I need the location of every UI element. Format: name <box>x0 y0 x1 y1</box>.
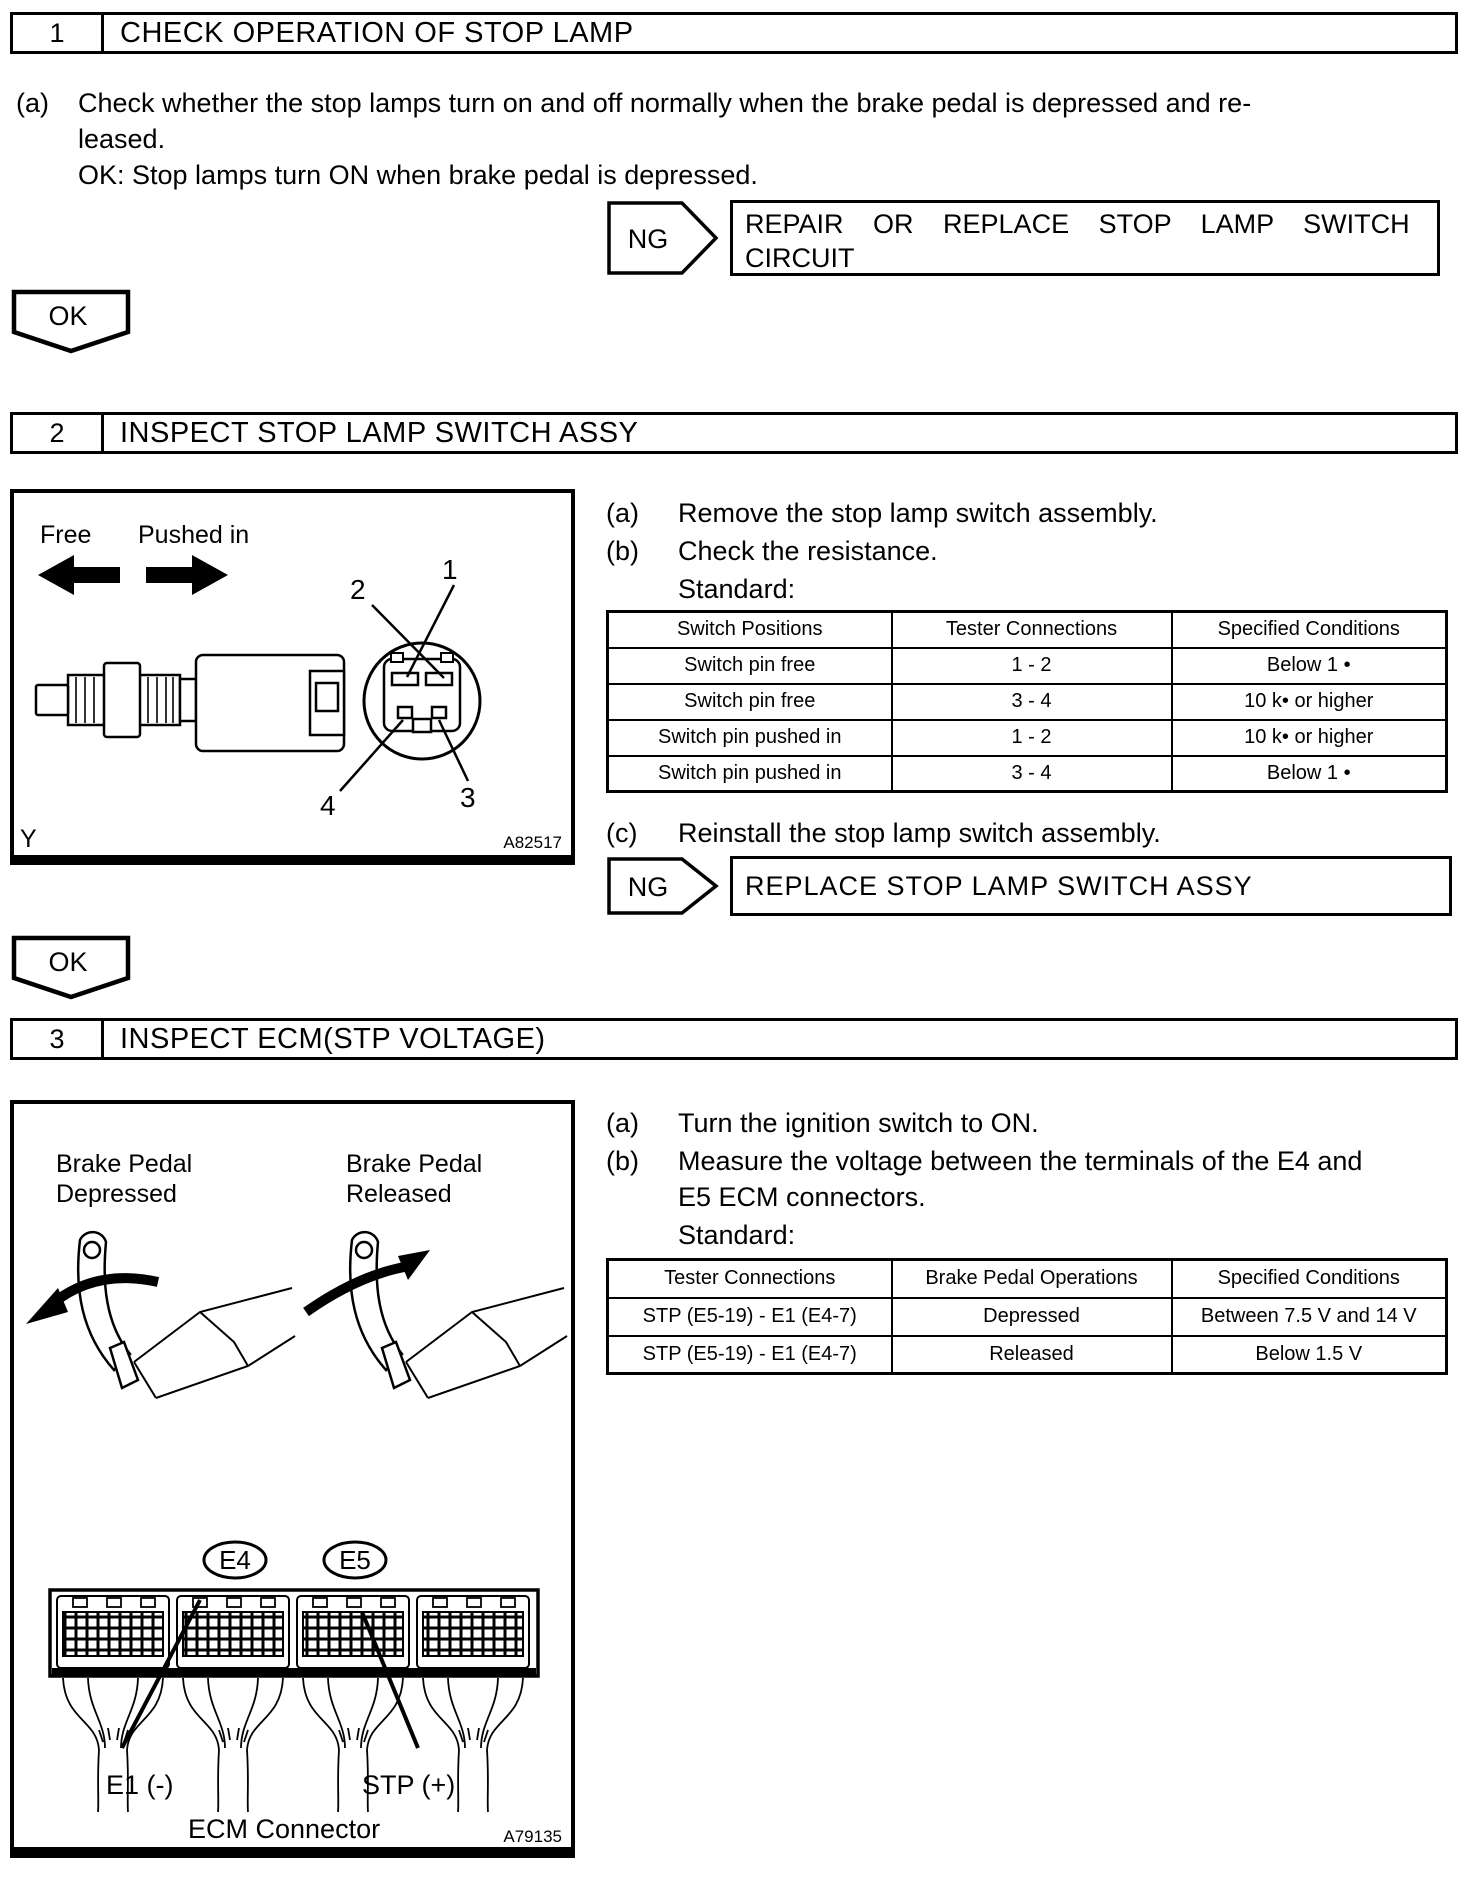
table-cell: Below 1 • <box>1172 756 1447 792</box>
step3-item-b-marker: (b) <box>606 1146 639 1176</box>
stp-terminal-label: STP (+) <box>362 1770 456 1800</box>
step1-ng-result-line2: CIRCUIT <box>745 243 855 273</box>
step3-item-a-marker: (a) <box>606 1108 639 1138</box>
step3-title: INSPECT ECM(STP VOLTAGE) <box>120 1022 546 1055</box>
table-cell: Switch pin pushed in <box>608 720 892 756</box>
step3-item-b-line2: E5 ECM connectors. <box>678 1182 926 1212</box>
step1-ng-result-box <box>730 200 1440 276</box>
free-label: Free <box>40 521 92 549</box>
table-cell: Depressed <box>892 1298 1172 1336</box>
table-row <box>608 756 1447 792</box>
table-cell: 1 - 2 <box>892 648 1172 684</box>
pin2-label: 2 <box>350 574 366 605</box>
table-header-cell: Switch Positions <box>608 612 892 648</box>
table-cell: 3 - 4 <box>892 756 1172 792</box>
step1-item-a-marker: (a) <box>16 88 49 118</box>
brake-pedal-depressed-label-2: Depressed <box>56 1180 177 1208</box>
table-cell: Between 7.5 V and 14 V <box>1172 1298 1447 1336</box>
pin-slot-3 <box>432 707 446 718</box>
table-cell: STP (E5-19) - E1 (E4-7) <box>608 1336 892 1374</box>
ok-label: OK <box>48 301 88 331</box>
table-header-cell: Tester Connections <box>608 1260 892 1298</box>
step2-header <box>10 412 1458 454</box>
brake-pedal-released-label-2: Released <box>346 1180 452 1208</box>
step3-standard-label: Standard: <box>678 1220 796 1250</box>
ok-label: OK <box>48 947 88 977</box>
table-cell: Switch pin free <box>608 648 892 684</box>
step1-title: CHECK OPERATION OF STOP LAMP <box>120 16 634 49</box>
step2-item-c-text: Reinstall the stop lamp switch assembly. <box>678 818 1161 848</box>
ok-banner-step1 <box>10 288 132 356</box>
ng-label: NG <box>627 224 669 254</box>
step2-item-b-text: Check the resistance. <box>678 536 938 566</box>
ng-pentagon-step2 <box>606 856 720 916</box>
figure-code: A82517 <box>503 833 562 852</box>
step2-item-b-marker: (b) <box>606 536 639 566</box>
step2-item-a-marker: (a) <box>606 498 639 528</box>
step3-item-a-text: Turn the ignition switch to ON. <box>678 1108 1039 1138</box>
table-cell: Released <box>892 1336 1172 1374</box>
e5-label: E5 <box>339 1545 371 1575</box>
step2-number: 2 <box>13 415 104 451</box>
table-row <box>608 1336 1447 1374</box>
table-header-cell: Specified Conditions <box>1172 612 1447 648</box>
table-cell: Below 1.5 V <box>1172 1336 1447 1374</box>
step1-item-a-line1: Check whether the stop lamps turn on and off normally when the brake pedal is depressed and re- <box>78 88 1252 118</box>
voltage-spec-table <box>606 1258 1448 1375</box>
ok-banner-step2 <box>10 934 132 1002</box>
figure-corner-mark: Y <box>20 825 37 853</box>
pin-slot-4 <box>398 707 412 718</box>
table-row <box>608 648 1447 684</box>
table-cell: 10 k• or higher <box>1172 684 1447 720</box>
brake-pedal-released-label-1: Brake Pedal <box>346 1150 483 1178</box>
figure-border-bottom <box>13 1847 572 1854</box>
step2-item-c-marker: (c) <box>606 818 638 848</box>
step3-number: 3 <box>13 1021 104 1057</box>
table-cell: Below 1 • <box>1172 648 1447 684</box>
figure-border-bottom <box>13 855 572 861</box>
table-header-cell: Tester Connections <box>892 612 1172 648</box>
ecm-connector-figure <box>10 1100 575 1858</box>
step2-item-a-text: Remove the stop lamp switch assembly. <box>678 498 1158 528</box>
step1-item-a-line2: leased. <box>78 124 166 154</box>
pin4-label: 4 <box>320 790 336 821</box>
pin1-label: 1 <box>442 554 458 585</box>
step2-ng-result-text: REPLACE STOP LAMP SWITCH ASSY <box>745 870 1253 901</box>
step2-ng-result-box <box>730 856 1452 916</box>
stop-lamp-switch-figure <box>10 489 575 865</box>
table-header-cell: Brake Pedal Operations <box>892 1260 1172 1298</box>
e4-label: E4 <box>219 1545 251 1575</box>
table-cell: Switch pin free <box>608 684 892 720</box>
pin-slot-2 <box>392 673 418 685</box>
table-cell: Switch pin pushed in <box>608 756 892 792</box>
step3-header <box>10 1018 1458 1060</box>
ecm-connector-caption: ECM Connector <box>188 1814 381 1844</box>
figure-code: A79135 <box>503 1827 562 1846</box>
table-row <box>608 720 1447 756</box>
ecm-connector-drawing <box>50 1590 538 1676</box>
brake-pedal-depressed-label-1: Brake Pedal <box>56 1150 193 1178</box>
e1-terminal-label: E1 (-) <box>106 1770 174 1800</box>
table-header-cell: Specified Conditions <box>1172 1260 1447 1298</box>
step1-header <box>10 12 1458 54</box>
table-row <box>608 684 1447 720</box>
switch-connector-face <box>364 643 480 759</box>
ng-label: NG <box>627 872 669 902</box>
step2-standard-label: Standard: <box>678 574 796 604</box>
step1-number: 1 <box>13 15 104 51</box>
table-cell: 3 - 4 <box>892 684 1172 720</box>
step2-title: INSPECT STOP LAMP SWITCH ASSY <box>120 416 639 449</box>
pin-slot-1 <box>426 673 452 685</box>
pushed-in-label: Pushed in <box>138 521 250 549</box>
resistance-spec-table <box>606 610 1448 793</box>
step3-item-b-line1: Measure the voltage between the terminals of the E4 and <box>678 1146 1363 1176</box>
ng-pentagon-step1 <box>606 200 720 276</box>
table-cell: STP (E5-19) - E1 (E4-7) <box>608 1298 892 1336</box>
step1-ok-condition: OK: Stop lamps turn ON when brake pedal is depressed. <box>78 160 758 190</box>
table-cell: 1 - 2 <box>892 720 1172 756</box>
table-cell: 10 k• or higher <box>1172 720 1447 756</box>
step1-ng-result-line1: REPAIR OR REPLACE STOP LAMP SWITCH <box>745 209 1410 239</box>
pin3-label: 3 <box>460 782 476 813</box>
table-row <box>608 1298 1447 1336</box>
